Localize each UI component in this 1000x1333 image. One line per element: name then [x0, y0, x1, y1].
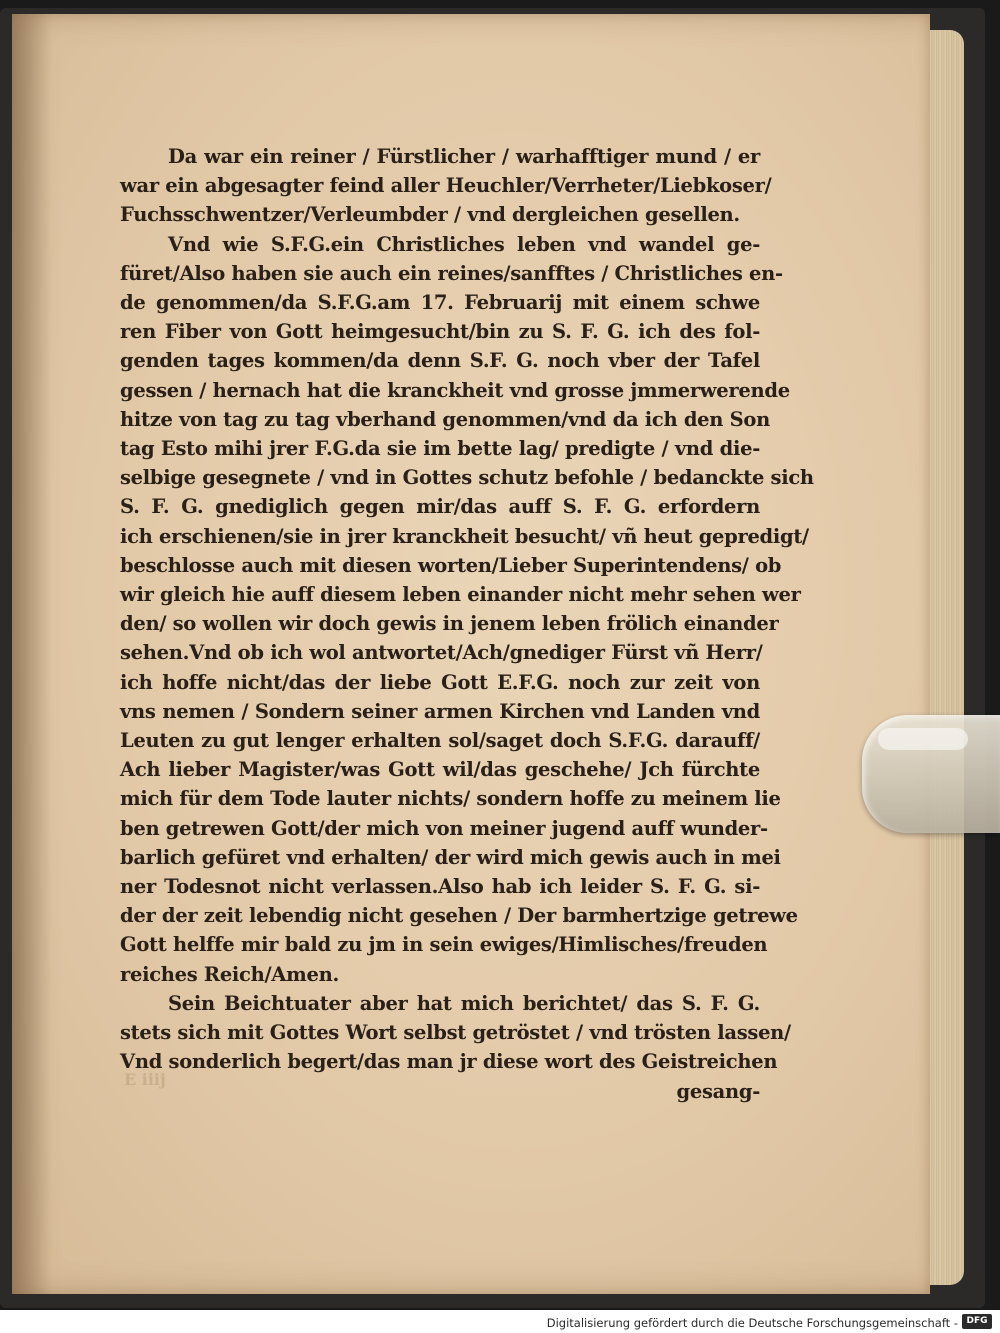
- gutter-shadow: [12, 14, 52, 1294]
- text-line: Leuten zu gut lenger erhalten sol/saget doch S.F.G. darauff/: [120, 729, 760, 753]
- text-line: ben getrewen Gott/der mich von meiner jugend auff wunder-: [120, 816, 768, 840]
- text-line: hitze von tag zu tag vberhand genommen/vnd da ich den Son: [120, 407, 771, 431]
- text-line: ner Todesnot nicht verlassen.Also hab ich leider S. F. G. si-: [120, 875, 760, 899]
- text-line: vns nemen / Sondern seiner armen Kirchen vnd Landen vnd: [120, 699, 760, 723]
- text-line: ren Fiber von Gott heimgesucht/bin zu S. F. G. ich des fol-: [120, 320, 760, 344]
- text-line: Vnd wie S.F.G.ein Christliches leben vnd wandel ge-: [168, 232, 760, 256]
- text-line: Ach lieber Magister/was Gott wil/das geschehe/ Jch fürchte: [120, 758, 760, 782]
- text-line: gessen / hernach hat die kranckheit vnd grosse jmmerwerende: [120, 378, 790, 402]
- text-line: wir gleich hie auff diesem leben einander nicht mehr sehen wer: [120, 583, 801, 607]
- page-text: [120, 142, 814, 1106]
- text-line: Sein Beichtuater aber hat mich berichtet/ das S. F. G.: [168, 991, 760, 1015]
- text-line: de genommen/da S.F.G.am 17. Februarij mit einem schwe: [120, 291, 760, 315]
- text-line: füret/Also haben sie auch ein reines/sanfftes / Christliches en-: [120, 261, 783, 285]
- text-line: barlich gefüret vnd erhalten/ der wird mich gewis auch in mei: [120, 845, 781, 869]
- text-line: ich hoffe nicht/das der liebe Gott E.F.G. noch zur zeit von: [120, 670, 760, 694]
- text-line: ich erschienen/sie in jrer kranckheit besucht/ vñ heut gepredigt/: [120, 524, 809, 548]
- text-line: mich für dem Tode lauter nichts/ sondern hoffe zu meinem lie: [120, 787, 781, 811]
- signature-mark: E iiij: [124, 1070, 166, 1089]
- text-line: tag Esto mihi jrer F.G.da sie im bette lag/ predigte / vnd die-: [120, 437, 760, 461]
- funding-notice: Digitalisierung gefördert durch die Deutsche Forschungsgemeinschaft -: [546, 1316, 958, 1330]
- text-line: Da war ein reiner / Fürstlicher / warhafftiger mund / er: [168, 145, 760, 168]
- text-line: reiches Reich/Amen.: [120, 962, 339, 986]
- text-line: Vnd sonderlich begert/das man jr diese wort des Geistreichen: [120, 1050, 778, 1074]
- text-line: Fuchsschwentzer/Verleumbder / vnd dergleichen gesellen.: [120, 203, 740, 227]
- text-line: Gott helffe mir bald zu jm in sein ewiges/Himlisches/freuden: [120, 933, 768, 957]
- text-line: genden tages kommen/da denn S.F. G. noch vber der Tafel: [120, 349, 760, 373]
- text-line: S. F. G. gnediglich gegen mir/das auff S. F. G. erfordern: [120, 495, 760, 519]
- text-line: stets sich mit Gottes Wort selbst getröstet / vnd trösten lassen/: [120, 1021, 791, 1045]
- catchword: gesang-: [676, 1079, 760, 1103]
- text-line: beschlosse auch mit diesen worten/Lieber Superintendens/ ob: [120, 553, 782, 577]
- page-clip-highlight: [878, 728, 968, 750]
- text-line: war ein abgesagter feind aller Heuchler/Verrheter/Liebkoser/: [120, 174, 772, 198]
- text-line: der der zeit lebendig nicht gesehen / Der barmhertzige getrewe: [120, 904, 798, 928]
- text-line: selbige gesegnete / vnd in Gottes schutz befohle / bedanckte sich: [120, 466, 814, 490]
- text-line: den/ so wollen wir doch gewis in jenem leben frölich einander: [120, 612, 779, 636]
- dfg-logo: DFG: [962, 1314, 992, 1329]
- text-line: sehen.Vnd ob ich wol antwortet/Ach/gnediger Fürst vñ Herr/: [120, 641, 763, 665]
